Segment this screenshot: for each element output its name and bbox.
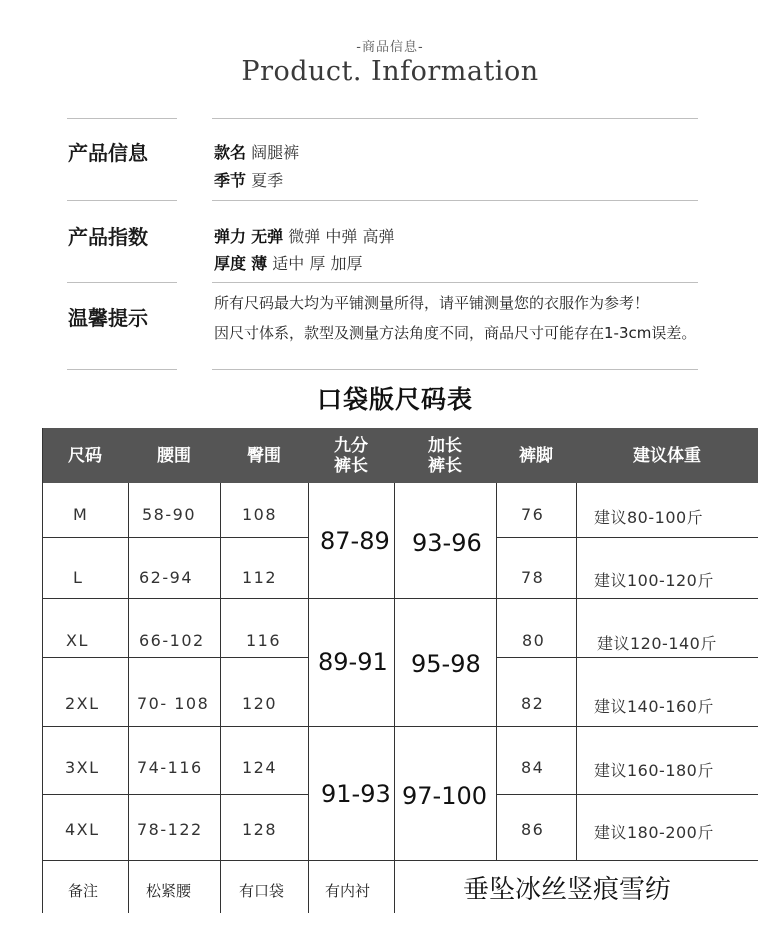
footer-remark: 备注: [68, 882, 99, 900]
cell-hip: 120: [242, 694, 278, 713]
cell-weight: 建议100-120斤: [594, 571, 714, 590]
divider: [212, 369, 698, 370]
thickness-key: 厚度: [214, 254, 247, 273]
row-divider: [42, 794, 308, 795]
cell-hip: 116: [246, 631, 282, 650]
nine-length-group-3: 91-93: [321, 780, 391, 808]
footer-nine: 有内衬: [325, 882, 371, 900]
size-table-title: 口袋版尺码表: [316, 385, 473, 414]
header-title: Product. Information: [241, 56, 539, 87]
cell-size: 4XL: [65, 820, 100, 839]
cell-hem: 78: [521, 568, 545, 587]
row-divider: [42, 860, 758, 861]
nine-length-group-2: 89-91: [318, 648, 388, 676]
table-border: [220, 483, 221, 913]
cell-waist: 78-122: [137, 820, 203, 839]
footer-fabric: 垂坠冰丝竖痕雪纺: [463, 875, 672, 905]
cell-waist: 74-116: [137, 758, 203, 777]
row-divider: [496, 794, 758, 795]
thickness-option-selected: 薄: [251, 254, 268, 273]
product-index-label: 产品指数: [68, 225, 148, 249]
footer-waist: 松紧腰: [146, 882, 192, 900]
row-divider: [42, 657, 308, 658]
style-key: 款名: [214, 143, 247, 162]
header-waist: 腰围: [157, 445, 191, 466]
divider: [212, 200, 698, 201]
divider: [67, 200, 177, 201]
table-border: [496, 483, 497, 860]
divider: [212, 282, 698, 283]
row-divider: [496, 537, 758, 538]
cell-weight: 建议140-160斤: [594, 697, 714, 716]
season-line: [214, 168, 283, 191]
cell-size: 3XL: [65, 758, 100, 777]
elastic-option: 中弹: [325, 227, 358, 246]
cell-waist: 62-94: [139, 568, 193, 587]
tips-line-1: 所有尺码最大均为平铺测量所得，请平铺测量您的衣服作为参考！: [214, 294, 650, 312]
footer-hip: 有口袋: [239, 882, 285, 900]
style-value: 阔腿裤: [251, 143, 300, 162]
table-border: [308, 483, 309, 913]
long-length-group-2: 95-98: [411, 650, 481, 678]
cell-weight: 建议180-200斤: [594, 823, 714, 842]
elastic-option: 高弹: [362, 227, 395, 246]
cell-weight: 建议80-100斤: [594, 508, 704, 527]
long-length-group-1: 93-96: [412, 529, 482, 557]
header-weight: 建议体重: [633, 445, 701, 466]
table-border: [394, 483, 395, 913]
cell-hem: 76: [521, 505, 545, 524]
cell-waist: 66-102: [139, 631, 205, 650]
header-hip: 臀围: [247, 445, 281, 466]
cell-weight: 建议160-180斤: [594, 761, 714, 780]
cell-weight: 建议120-140斤: [597, 634, 717, 653]
season-value: 夏季: [251, 171, 284, 190]
cell-hip: 128: [242, 820, 278, 839]
cell-hem: 84: [521, 758, 545, 777]
elastic-option: 微弹: [288, 227, 321, 246]
row-divider: [496, 657, 758, 658]
row-divider: [42, 537, 308, 538]
cell-waist: 58-90: [142, 505, 196, 524]
header-long-length: 加长 裤长: [428, 435, 462, 476]
table-border: [128, 483, 129, 913]
cell-size: 2XL: [65, 694, 100, 713]
divider: [67, 118, 177, 119]
cell-size: L: [73, 568, 84, 587]
header-subtitle: -商品信息-: [356, 40, 424, 55]
divider: [67, 369, 177, 370]
header-size: 尺码: [68, 445, 102, 466]
season-key: 季节: [214, 171, 247, 190]
cell-hem: 86: [521, 820, 545, 839]
tips-line-2: 因尺寸体系，款型及测量方法角度不同，商品尺寸可能存在1-3cm误差。: [214, 324, 697, 342]
cell-size: XL: [66, 631, 89, 650]
divider: [67, 282, 177, 283]
cell-size: M: [73, 505, 89, 524]
cell-waist: 70- 108: [137, 694, 210, 713]
long-length-group-3: 97-100: [402, 782, 488, 810]
cell-hip: 108: [242, 505, 278, 524]
header-hem: 裤脚: [519, 445, 553, 466]
nine-length-group-1: 87-89: [320, 527, 390, 555]
cell-hip: 112: [242, 568, 278, 587]
table-border: [576, 483, 577, 860]
tips-label: 温馨提示: [68, 306, 148, 330]
elastic-key: 弹力: [214, 227, 247, 246]
cell-hem: 82: [521, 694, 545, 713]
product-info-label: 产品信息: [68, 141, 148, 165]
cell-hip: 124: [242, 758, 278, 777]
thickness-option: 厚: [309, 254, 326, 273]
divider: [212, 118, 698, 119]
thickness-option: 加厚: [330, 254, 363, 273]
thickness-line: [214, 251, 362, 274]
style-line: [214, 140, 299, 163]
cell-hem: 80: [522, 631, 546, 650]
elastic-option-selected: 无弹: [251, 227, 284, 246]
thickness-option: 适中: [272, 254, 305, 273]
elastic-line: [214, 224, 394, 247]
header-nine-length: 九分 裤长: [334, 435, 368, 476]
table-border: [42, 428, 43, 913]
row-divider: [42, 726, 758, 727]
row-divider: [42, 598, 758, 599]
